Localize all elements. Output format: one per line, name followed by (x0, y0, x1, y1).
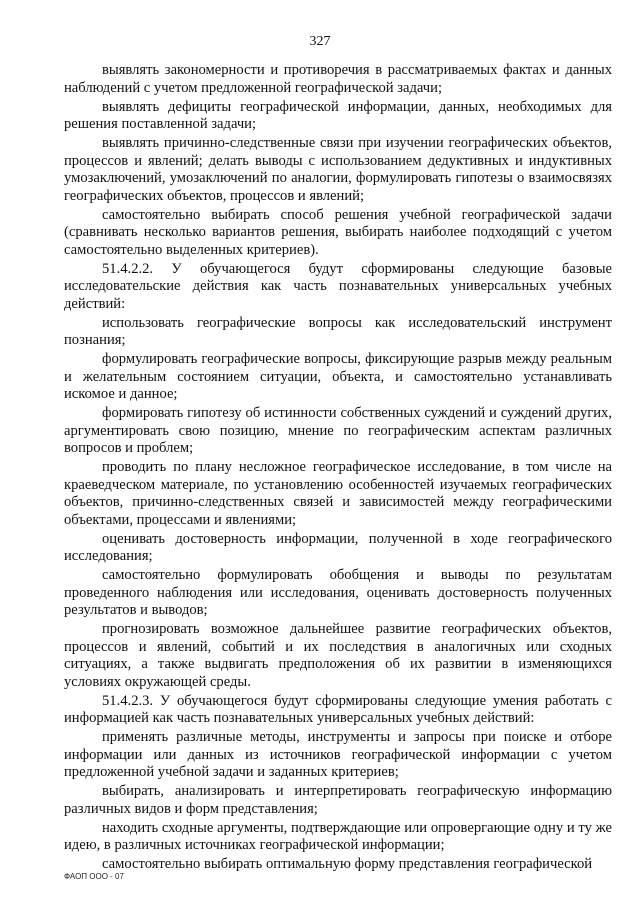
paragraph: оценивать достоверность информации, полученной в ходе географического исследования; (64, 530, 612, 564)
section-paragraph: 51.4.2.3. У обучающегося будут сформированы следующие умения работать с информацией как часть познавательных универсальных учебных действий: (64, 692, 612, 726)
document-body (64, 62, 612, 875)
paragraph: самостоятельно выбирать способ решения учебной географической задачи (сравнивать несколько вариантов решения, выбирать наиболее подходящий с учетом самостоятельно выделенных критериев). (64, 206, 612, 258)
paragraph: выявлять дефициты географической информации, данных, необходимых для решения поставленной задачи; (64, 98, 612, 132)
section-paragraph: 51.4.2.2. У обучающегося будут сформированы следующие базовые исследовательские действия как часть познавательных универсальных учебных действий: (64, 260, 612, 312)
page-number: 327 (309, 34, 331, 49)
paragraph: выявлять закономерности и противоречия в рассматриваемых фактах и данных наблюдений с учетом предложенной географической задачи; (64, 62, 612, 96)
paragraph: выявлять причинно-следственные связи при изучении географических объектов, процессов и явлений; делать выводы с использованием дедуктивных и индуктивных умозаключений, умозаключений по аналогии, формулировать гипотезы о взаимосвязях географических объектов, процессов и явлений; (64, 135, 612, 204)
paragraph: находить сходные аргументы, подтверждающие или опровергающие одну и ту же идею, в различных источниках географической информации; (64, 819, 612, 853)
paragraph: самостоятельно формулировать обобщения и выводы по результатам проведенного наблюдения или исследования, оценивать достоверность полученных результатов и выводов; (64, 567, 612, 618)
paragraph: формировать гипотезу об истинности собственных суждений и суждений других, аргументировать свою позицию, мнение по географическим аспектам различных вопросов и проблем; (64, 405, 612, 456)
paragraph: формулировать географические вопросы, фиксирующие разрыв между реальным и желательным состоянием ситуации, объекта, и самостоятельно устанавливать искомое и данное; (64, 351, 612, 402)
paragraph: применять различные методы, инструменты и запросы при поиске и отборе информации или данных из источников географической информации с учетом предложенной учебной задачи и заданных критериев; (64, 729, 612, 780)
paragraph: выбирать, анализировать и интерпретировать географическую информацию различных видов и форм представления; (64, 783, 612, 817)
paragraph: проводить по плану несложное географическое исследование, в том числе на краеведческом материале, по установлению особенностей изучаемых географических объектов, причинно-следственных связей и зависимостей между географическими объектами, процессами и явлениями; (64, 459, 612, 528)
paragraph: прогнозировать возможное дальнейшее развитие географических объектов, процессов и явлений, событий и их последствия в аналогичных или сходных ситуациях, а также выдвигать предположения об их развитии в изменяющихся условиях окружающей среды. (64, 621, 612, 690)
paragraph: самостоятельно выбирать оптимальную форму представления географической (102, 856, 593, 872)
footer-code: ФАОП ООО - 07 (64, 872, 124, 881)
paragraph: использовать географические вопросы как исследовательский инструмент познания; (64, 314, 612, 348)
